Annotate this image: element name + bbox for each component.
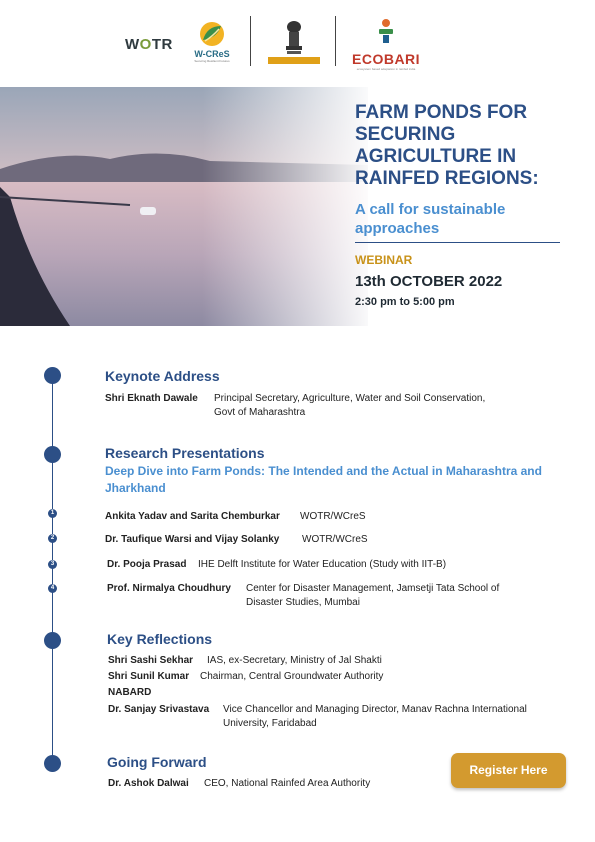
speaker-role: Govt of Maharashtra	[214, 407, 306, 418]
speaker-role: Principal Secretary, Agriculture, Water and Soil Conservation,	[214, 393, 486, 404]
emblem-band	[268, 57, 320, 64]
keynote-heading: Keynote Address	[105, 368, 220, 384]
speaker-role: IAS, ex-Secretary, Ministry of Jal Shakti	[207, 655, 382, 666]
speaker-role: Vice Chancellor and Managing Director, Manav Rachna International	[223, 704, 527, 715]
event-time: 2:30 pm to 5:00 pm	[355, 296, 455, 308]
farm-pond-photo	[0, 87, 368, 326]
event-type: WEBINAR	[355, 253, 413, 267]
speaker-name: Shri Eknath Dawale	[105, 393, 198, 404]
speaker-role: WOTR/WCreS	[300, 511, 366, 522]
speaker-name: Shri Sashi Sekhar	[108, 655, 194, 666]
register-button[interactable]: Register Here	[451, 753, 566, 788]
forward-heading: Going Forward	[107, 754, 207, 770]
event-date: 13th OCTOBER 2022	[355, 273, 503, 290]
step-number: 3	[48, 560, 57, 569]
timeline-dot	[44, 755, 61, 772]
timeline-dot	[44, 367, 61, 384]
step-number: 2	[48, 534, 57, 543]
person-icon	[377, 18, 395, 44]
speaker-role: University, Faridabad	[223, 718, 317, 729]
national-emblem-logo	[268, 17, 320, 67]
speaker-role: IHE Delft Institute for Water Education (Study with IIT-B)	[198, 559, 447, 570]
speaker-role: CEO, National Rainfed Area Authority	[204, 778, 371, 789]
research-heading: Research Presentations	[105, 445, 265, 461]
wotr-logo: WOTR	[125, 36, 173, 53]
speaker-name: NABARD	[108, 687, 152, 698]
research-topic: Deep Dive into Farm Ponds: The Intended and the Actual in Maharashtra and Jharkhand	[105, 464, 542, 495]
speaker-name: Ankita Yadav and Sarita Chemburkar	[105, 511, 280, 522]
speaker-role: WOTR/WCreS	[302, 534, 368, 545]
ecobari-logo: ECOBARI ecosystem based adaptation in rainfed india	[352, 18, 420, 71]
timeline-dot	[44, 446, 61, 463]
divider	[335, 16, 336, 66]
speaker-name: Dr. Ashok Dalwai	[108, 778, 189, 789]
speaker-name: Dr. Pooja Prasad	[107, 559, 187, 570]
speaker-name: Dr. Sanjay Srivastava	[108, 704, 210, 715]
speaker-name: Prof. Nirmalya Choudhury	[107, 583, 231, 594]
speaker-role: Center for Disaster Management, Jamsetji Tata School of	[246, 583, 500, 594]
speaker-role: Disaster Studies, Mumbai	[246, 597, 360, 608]
subtitle-underline	[355, 242, 560, 243]
wcres-logo: W-CReS Securing Resilient Futures	[190, 20, 234, 63]
reflections-heading: Key Reflections	[107, 631, 213, 647]
speaker-name: Shri Sunil Kumar	[108, 671, 190, 682]
timeline-line	[52, 375, 53, 765]
divider	[250, 16, 251, 66]
leaf-icon	[197, 20, 227, 48]
page-title: FARM PONDS FOR SECURING AGRICULTURE IN RAINFED REGIONS:	[355, 102, 539, 189]
speaker-role: Chairman, Central Groundwater Authority	[200, 671, 384, 682]
step-number: 4	[48, 584, 57, 593]
page-subtitle: A call for sustainable approaches	[355, 201, 506, 237]
timeline-dot	[44, 632, 61, 649]
step-number: 1	[48, 509, 57, 518]
emblem-icon	[284, 19, 304, 55]
speaker-name: Dr. Taufique Warsi and Vijay Solanky	[105, 534, 280, 545]
